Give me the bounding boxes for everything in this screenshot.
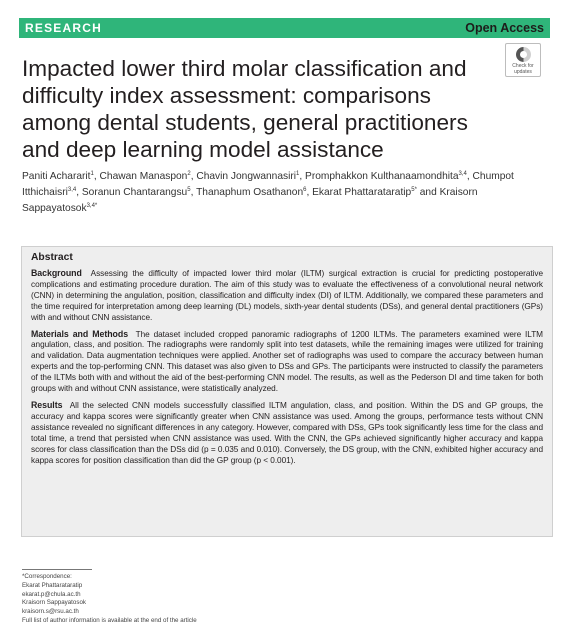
correspondent-name-1: Ekarat Phattarataratip [22, 581, 83, 589]
check-updates-line2: updates [514, 68, 532, 75]
author-affiliation: 3,4 [458, 171, 467, 177]
author-info-note: Full list of author information is available at the end of the article [22, 616, 197, 624]
author-affiliation: 3,4* [86, 203, 98, 209]
correspondence-footer [22, 569, 282, 626]
results-text: All the selected CNN models successfully classified ILTM angulation, class, and position. Within the DS and GP groups, the accuracy and kappa scores were significantly greater when CNN assistance was used. Among the groups, performance tests without CNN assistance revealed no significant differences in any category. However, compared with DSs, GPs took significantly less time for the class and total time, a trend that persisted when CNN assistance was used. With the CNN, the GPs achieved significantly higher accuracy and kappa scores for class classification than the DSs did (p = 0.035 and 0.010). Conversely, the DS group, with the CNN, exhibited higher accuracy and kappa scores for position classification than did the GP group (p < 0.001). [31, 400, 543, 465]
abstract-results [31, 400, 543, 466]
section-label: RESEARCH [25, 21, 102, 35]
methods-label: Materials and Methods [31, 328, 129, 339]
author-name: Paniti Achararit [22, 171, 91, 182]
author-affiliation: 1 [90, 171, 94, 177]
author-entry[interactable] [305, 171, 467, 182]
article-title: Impacted lower third molar classification and difficulty index assessment: comparisons among dental students, general practitioners and deep learning model assistance [22, 56, 468, 162]
background-text: Assessing the difficulty of impacted lower third molar (ILTM) surgical extraction is crucial for predicting postoperative complications and estimating procedure duration. The aim of this study was to evaluate the effectiveness of a convolutional neural network (CNN) in determining the angulation, position, classification and difficulty index (DI) of ILTM. Additionally, we compared these parameters and the time required for interpretation among deep learning (DL) models, sixth-year dental students (DSs), and general dental practitioners (GPs) with and without CNN assistance. [31, 269, 543, 322]
author-entry[interactable] [22, 171, 94, 182]
results-label: Results [31, 399, 63, 410]
author-affiliation: 3,4 [67, 187, 77, 193]
abstract-heading: Abstract [31, 252, 73, 263]
author-name: Chavin Jongwannasiri [196, 171, 297, 182]
author-affiliation: 6 [303, 187, 307, 193]
author-entry[interactable] [82, 187, 191, 198]
author-entry[interactable] [312, 187, 417, 198]
open-access-label[interactable]: Open Access [465, 21, 544, 35]
methods-text: The dataset included cropped panoramic radiographs of 1200 ILTMs. The parameters examined were ILTM angulation, class, and position. The radiographs were randomly split into test datasets, while the remaining images were utilized for training and validation. Data augmentation techniques were applied. Another set of radiographs was used to compare the accuracy between human experts and the top-performing CNN. This dataset was also given to DSs and GPs. The participants were instructed to classify the parameters of the ILTMs both with and without the aid of the best-performing CNN model. The results, as well as the Pederson DI and time taken for both groups with and without CNN assistance, were statistically analyzed. [31, 329, 544, 394]
background-label: Background [31, 268, 82, 278]
author-name: Soranun Chantarangsu [81, 187, 188, 198]
author-name: Chawan Manaspon [99, 171, 188, 182]
article-type-banner [19, 18, 550, 38]
check-updates-line1: Check for [512, 63, 534, 69]
author-name: Chumpot Itthichaisri [22, 171, 514, 198]
check-for-updates-button[interactable] [505, 43, 541, 77]
author-entry[interactable] [196, 171, 299, 182]
author-name: Ekarat Phattarataratip [312, 187, 412, 198]
correspondence-label: *Correspondence: [22, 573, 72, 580]
author-affiliation: 2 [187, 171, 191, 177]
crossmark-icon [516, 47, 531, 62]
author-entry[interactable] [196, 187, 306, 198]
footnote-divider [22, 569, 92, 570]
author-affiliation: 5 [187, 187, 191, 193]
author-name: Promphakkon Kulthanaamondhita [305, 171, 459, 182]
correspondent-email-1[interactable]: ekarat.p@chula.ac.th [22, 590, 81, 598]
author-name: Kraisorn Sappayatosok [22, 187, 478, 214]
abstract-methods [31, 329, 543, 395]
author-affiliation: 5* [411, 187, 417, 193]
author-list: Paniti Achararit$^1$, Chawan Manaspon$^2$, Chavin Jongwannasiri$^1$, Promphakkon Kulthanaamondhita$^{3,4}$, Chumpot Itthichaisri$^{3,4}$, Soranun Chantarangsu$^5$, Thanaphum Osathanon$^6$, Ekarat Phattarataratip$^{5*}$ and Kraisorn Sappayatosok$^{3,4*}$ [22, 171, 514, 214]
correspondent-email-2[interactable]: kraisorn.s@rsu.ac.th [22, 608, 79, 616]
abstract-box [21, 246, 553, 537]
abstract-background [31, 268, 543, 324]
author-entry[interactable] [100, 171, 191, 182]
author-name: Thanaphum Osathanon [196, 187, 304, 198]
correspondent-name-2: Kraisorn Sappayatosok [22, 599, 86, 607]
author-affiliation: 1 [296, 171, 300, 177]
